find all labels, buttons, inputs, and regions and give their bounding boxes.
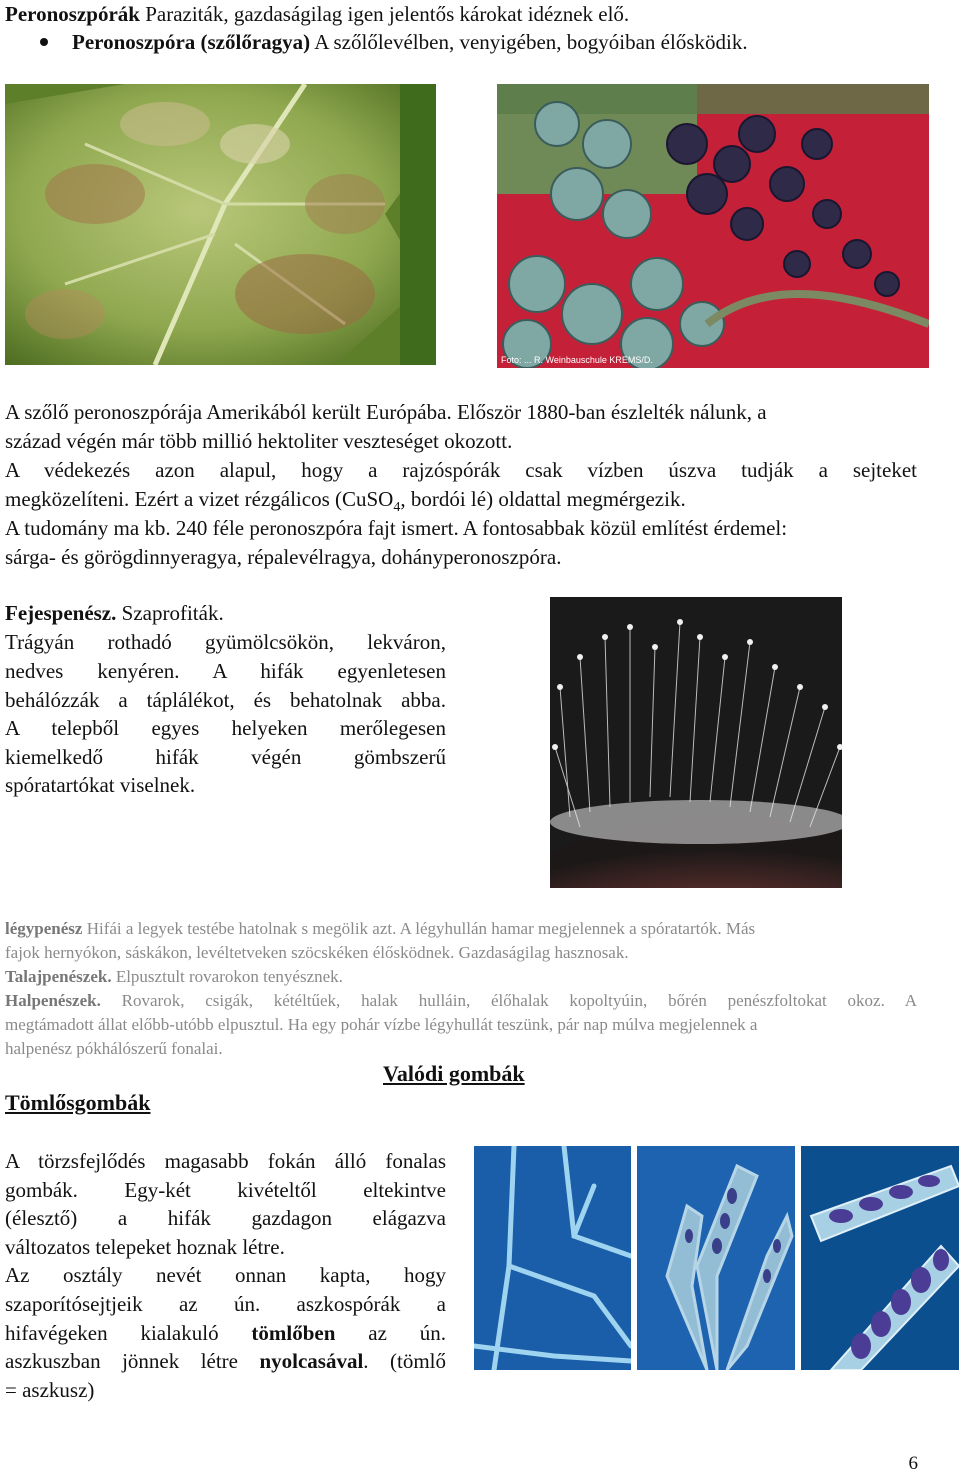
fejes-line-2: nedves kenyéren. A hifák egyenletesen <box>5 659 446 683</box>
tomlo-line-8b: nyolcasával <box>259 1349 364 1373</box>
fejes-title: Fejespenész. <box>5 601 117 625</box>
hal-title: Halpenészek. <box>5 991 101 1010</box>
fejes-line-5: kiemelkedő hifák végén gömbszerű <box>5 745 446 769</box>
perono-line-2: század végén már több millió hektoliter veszteséget okozott. <box>5 429 513 453</box>
tomlo-line-7a: hifavégeken kialakuló <box>5 1321 252 1345</box>
heading-tomlosgombak: Tömlősgombák <box>5 1090 151 1115</box>
heading-valodi-gombak: Valódi gombák <box>383 1061 525 1086</box>
tomlo-line-7 <box>5 1319 446 1348</box>
fejes-line-6: spóratartókat viselnek. <box>5 773 196 797</box>
tomlo-line-1: A törzsfejlődés magasabb fokán álló fonalas <box>5 1149 446 1173</box>
bullet-line <box>40 28 748 56</box>
talaj-line <box>5 965 343 989</box>
tomlo-line-5: Az osztály nevét onnan kapta, hogy <box>5 1263 446 1287</box>
tomlo-line-3: (élesztő) a hifák gazdagon elágazva <box>5 1206 446 1230</box>
tomlo-line-7b: tömlőben <box>251 1321 336 1345</box>
fejes-line-4: A telepből egyes helyeken merőlegesen <box>5 716 446 740</box>
hal-line-3: halpenész pókhálószerű fonalai. <box>5 1039 223 1058</box>
fejes-title-line <box>5 599 224 627</box>
tomlo-line-9: = aszkusz) <box>5 1378 95 1402</box>
bullet-icon <box>40 38 48 46</box>
intro-title: Peronoszpórák <box>5 2 140 26</box>
tomlo-line-8a: aszkuszban jönnek létre <box>5 1349 260 1373</box>
legy-line-2: fajok hernyókon, sáskákon, levéltetveken szöcskéken élősködnek. Gazdaságilag hasznosak. <box>5 943 629 962</box>
talaj-text: Elpusztult rovarokon tenyésznek. <box>111 967 343 986</box>
perono-line-4a: megközelíteni. Ezért a vizet rézgálicos (CuSO <box>5 487 394 511</box>
hal-line-1 <box>5 989 917 1013</box>
legy-text-1: Hifái a legyek testébe hatolnak s megölik azt. A légyhullán hamar megjelennek a spóratartók. Más <box>82 919 756 938</box>
intro-line <box>5 0 629 28</box>
hal-text-1: Rovarok, csigák, kétéltűek, halak hulláin, élőhalak kopoltyúin, bőrén penészfoltokat okoz. A <box>100 991 917 1010</box>
tomlo-line-6: szaporítósejtjeik az ún. aszkospórák a <box>5 1292 446 1316</box>
perono-line-4b: , bordói lé) oldattal megmérgezik. <box>400 487 686 511</box>
perono-line-3: A védekezés azon alapul, hogy a rajzóspórák csak vízben úszva tudják a sejteket <box>5 458 917 482</box>
intro-text: Paraziták, gazdaságilag igen jelentős károkat idéznek elő. <box>139 2 630 26</box>
talaj-title: Talajpenészek. <box>5 967 112 986</box>
fejes-subtitle: Szaprofiták. <box>116 601 224 625</box>
hal-line-2: megtámadott állat előbb-utóbb elpusztul. Ha egy pohár vízbe légyhullát teszünk, pár nap múlva megjelennek a <box>5 1015 758 1034</box>
perono-line-6: sárga- és görögdinnyeragya, répalevélragya, dohányperonoszpóra. <box>5 545 562 569</box>
tomlo-line-7c: az ún. <box>335 1321 446 1345</box>
legy-line-1 <box>5 917 755 941</box>
fejes-line-1: Trágyán rothadó gyümölcsökön, lekváron, <box>5 630 446 654</box>
page-number: 6 <box>908 1453 918 1474</box>
photo-credit: Foto: ... R. Weinbauschule KREMS/D. <box>501 355 653 365</box>
perono-line-4-sub: 4 <box>393 500 401 516</box>
infected-grapes-photo <box>497 84 929 368</box>
bullet-title: Peronoszpóra (szőlőragya) <box>72 30 311 54</box>
bullet-text: A szőlőlevélben, venyigében, bogyóiban élősködik. <box>310 30 748 54</box>
legy-title: légypenész <box>5 919 83 938</box>
tomlo-line-2: gombák. Egy-két kivételtől eltekintve <box>5 1178 446 1202</box>
tomlo-line-8 <box>5 1347 446 1376</box>
perono-line-5: A tudomány ma kb. 240 féle peronoszpóra fajt ismert. A fontosabbak közül említést érdemel: <box>5 516 788 540</box>
perono-line-1: A szőlő peronoszpórája Amerikából került Európába. Először 1880-ban észlelték nálunk, a <box>5 400 767 424</box>
mould-photo <box>550 597 842 888</box>
fejes-line-3: behálózzák a táplálékot, és behatolnak abba. <box>5 688 446 712</box>
hyphae-photo <box>474 1146 631 1370</box>
asci-photo-1 <box>637 1146 795 1370</box>
asci-photo-2 <box>801 1146 959 1370</box>
infected-leaf-photo <box>5 84 436 365</box>
tomlo-line-8c: . (tömlő <box>363 1349 446 1373</box>
tomlo-line-4: változatos telepeket hoznak létre. <box>5 1235 285 1259</box>
